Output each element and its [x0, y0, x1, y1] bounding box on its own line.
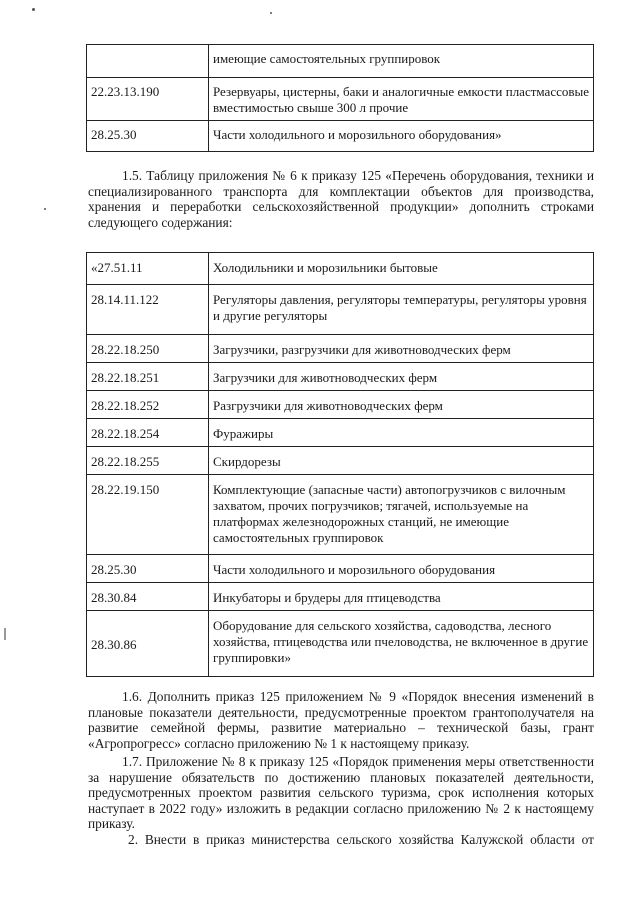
paragraph-1-7: 1.7. Приложение № 8 к приказу 125 «Порядок применения меры ответственности за нарушение обязательств по достижению плановых показателей деятельности, предусмотренных проектом развития сельского туризма, срок исполнения которых наступает в 2022 году» изложить в редакции согласно приложению № 2 к настоящему приказу.	[88, 754, 594, 831]
table-row	[87, 363, 594, 391]
description-cell: Загрузчики, разгрузчики для животноводческих ферм	[209, 335, 594, 363]
description-cell: Резервуары, цистерны, баки и аналогичные емкости пластмассовые вместимостью свыше 300 л прочие	[209, 78, 594, 121]
code-cell: 28.22.19.150	[87, 475, 209, 555]
paragraph-1-6: 1.6. Дополнить приказ 125 приложением № 9 «Порядок внесения изменений в плановые показатели деятельности, предусмотренные проектом грантополучателя на развитие семейной фермы, развитие материально – технической базы, грант «Агропрогресс» согласно приложению № 1 к настоящему приказу.	[88, 689, 594, 751]
code-cell: 28.25.30	[87, 121, 209, 152]
description-cell: Скирдорезы	[209, 447, 594, 475]
code-cell: 28.22.18.251	[87, 363, 209, 391]
code-cell: 28.22.18.255	[87, 447, 209, 475]
table-row	[87, 611, 594, 677]
table-row	[87, 121, 594, 152]
code-cell: 22.23.13.190	[87, 78, 209, 121]
description-cell: Холодильники и морозильники бытовые	[209, 253, 594, 285]
paragraph-1-5: 1.5. Таблицу приложения № 6 к приказу 125 «Перечень оборудования, техники и специализированного транспорта для комплектации объектов для производства, хранения и переработки сельскохозяйственной продукции» дополнить строками следующего содержания:	[88, 168, 594, 230]
description-cell: Регуляторы давления, регуляторы температуры, регуляторы уровня и другие регуляторы	[209, 285, 594, 335]
scan-speck	[270, 12, 272, 14]
table-row	[87, 447, 594, 475]
table-row	[87, 475, 594, 555]
code-cell: 28.30.86	[87, 611, 209, 677]
table-row	[87, 285, 594, 335]
table-row	[87, 555, 594, 583]
table-row	[87, 583, 594, 611]
code-cell: 28.22.18.250	[87, 335, 209, 363]
code-cell: 28.25.30	[87, 555, 209, 583]
paragraph-2: 2. Внести в приказ министерства сельского хозяйства Калужской области от	[128, 832, 594, 847]
code-cell: 28.22.18.252	[87, 391, 209, 419]
scan-edge-mark	[4, 628, 6, 640]
description-cell: Комплектующие (запасные части) автопогрузчиков с вилочным захватом, прочих погрузчиков; тягачей, используемые на платформах железнодорожных станций, не имеющие самостоятельных группировок	[209, 475, 594, 555]
description-cell: Фуражиры	[209, 419, 594, 447]
codes-table-continued	[86, 44, 594, 152]
description-cell: Части холодильного и морозильного оборудования	[209, 555, 594, 583]
table-row	[87, 253, 594, 285]
code-cell: «27.51.11	[87, 253, 209, 285]
code-cell: 28.22.18.254	[87, 419, 209, 447]
code-cell	[87, 45, 209, 78]
table-row	[87, 391, 594, 419]
table-row	[87, 335, 594, 363]
table-row	[87, 419, 594, 447]
scan-speck	[32, 8, 35, 11]
code-cell: 28.30.84	[87, 583, 209, 611]
code-cell: 28.14.11.122	[87, 285, 209, 335]
description-cell: Инкубаторы и брудеры для птицеводства	[209, 583, 594, 611]
description-cell: Оборудование для сельского хозяйства, садоводства, лесного хозяйства, птицеводства или пчеловодства, не включенное в другие группировки»	[209, 611, 594, 677]
description-cell: Части холодильного и морозильного оборудования»	[209, 121, 594, 152]
description-cell: Разгрузчики для животноводческих ферм	[209, 391, 594, 419]
table-row	[87, 78, 594, 121]
description-cell: имеющие самостоятельных группировок	[209, 45, 594, 78]
description-cell: Загрузчики для животноводческих ферм	[209, 363, 594, 391]
codes-table-additions	[86, 252, 594, 677]
scan-speck	[44, 208, 46, 210]
table-row	[87, 45, 594, 78]
